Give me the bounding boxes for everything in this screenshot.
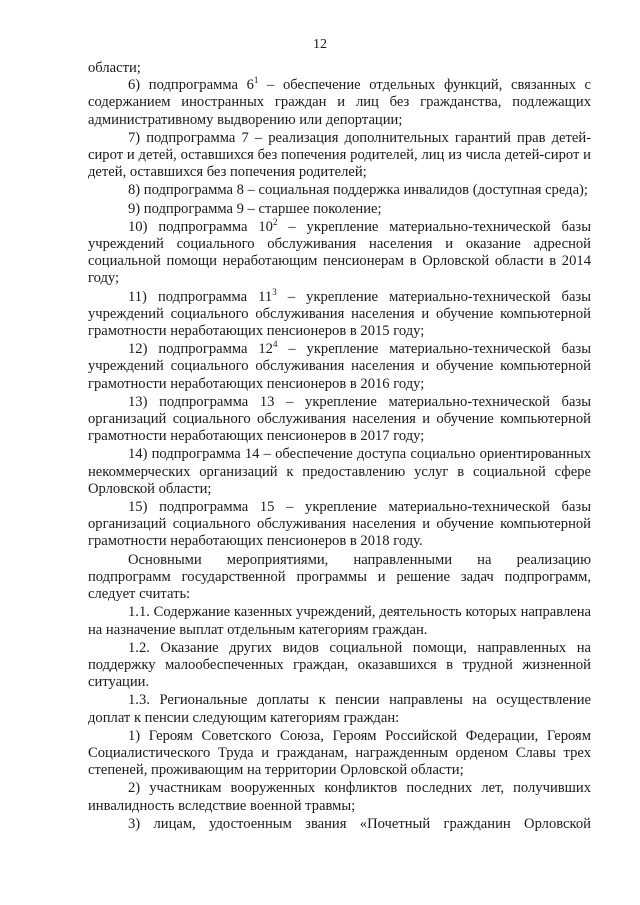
paragraph-text: – обеспечение отдельных функций, связанных с содержанием иностранных граждан и лиц без гражданства, подлежащих административному выдворению или депортации; [88, 77, 591, 128]
paragraph-text: 10) подпрограмма 10 [128, 218, 273, 235]
paragraph-subprogram-7: 7) подпрограмма 7 – реализация дополнительных гарантий прав детей-сирот и детей, оставшихся без попечения родителей, лиц из числа детей-сирот и детей, оставшихся без попечения родителей; [88, 129, 591, 181]
paragraph-subprogram-14: 14) подпрограмма 14 – обеспечение доступа социально ориентированных некоммерческих организаций к предоставлению услуг в социальной сфере Орловской области; [88, 446, 591, 497]
document-body [88, 60, 591, 833]
superscript-index: 1 [253, 75, 259, 86]
superscript-index: 2 [272, 216, 278, 227]
paragraph-subprogram-8: 8) подпрограмма 8 – социальная поддержка инвалидов (доступная среда); [128, 182, 588, 199]
superscript-index: 3 [272, 286, 277, 297]
paragraph-subprogram-12 [88, 341, 591, 393]
paragraph-item-1-3: 1.3. Региональные доплаты к пенсии направлены на осуществление доплат к пенсии следующим категориям граждан: [88, 692, 591, 726]
page-number: 12 [313, 37, 327, 52]
paragraph-subprogram-10 [88, 216, 592, 288]
paragraph-main-activities: Основными мероприятиями, направленными на реализацию подпрограмм государственной программы и решение задач подпрограмм, следует считать: [88, 551, 591, 603]
paragraph-subprogram-9: 9) подпрограмма 9 – старшее поколение; [128, 200, 382, 217]
paragraph-list-item-2: 2) участникам вооруженных конфликтов последних лет, получивших инвалидность вследствие военной травмы; [88, 780, 591, 814]
paragraph-subprogram-13: 13) подпрограмма 13 – укрепление материально-технической базы организаций социального обслуживания населения и обучение компьютерной грамотности неработающих пенсионеров в 2017 году; [88, 393, 591, 445]
paragraph-list-item-3: 3) лицам, удостоенным звания «Почетный гражданин Орловской [128, 815, 591, 832]
paragraph-subprogram-6 [88, 77, 591, 129]
paragraph-text: – укрепление материально-технической базы учреждений социального обслуживания населения и обучение компьютерной грамотности неработающих пенсионеров в 2015 году; [88, 288, 592, 340]
paragraph-text: 12) подпрограмма 12 [128, 341, 273, 358]
paragraph-text: – укрепление материально-технической базы учреждений социального обслуживания населения и обучение компьютерной грамотности неработающих пенсионеров в 2016 году; [88, 341, 592, 392]
paragraph-list-item-1: 1) Героям Советского Союза, Героям Российской Федерации, Героям Социалистического Труда и гражданам, награжденным орденом Славы трех степеней, проживающим на территории Орловской области; [88, 727, 591, 779]
paragraph-text: – укрепление материально-технической базы учреждений социального обслуживания населения и оказание адресной социальной помощи неработающим пенсионерам в Орловской области в 2014 году; [88, 218, 592, 287]
paragraph-text: 6) подпрограмма 6 [128, 77, 254, 94]
paragraph-subprogram-15: 15) подпрограмма 15 – укрепление материально-технической базы организаций социального обслуживания населения и обучение компьютерной грамотности неработающих пенсионеров в 2018 году. [88, 499, 591, 550]
paragraph-item-1-2: 1.2. Оказание других видов социальной помощи, направленных на поддержку малообеспеченных граждан, оказавшихся в трудной жизненной ситуации. [88, 639, 591, 691]
superscript-index: 4 [272, 339, 278, 350]
paragraph-text: 11) подпрограмма 11 [128, 288, 273, 305]
paragraph-item-1-1: 1.1. Содержание казенных учреждений, деятельность которых направлена на назначение выплат отдельным категориям граждан. [88, 604, 591, 638]
paragraph-oblasti: области; [88, 60, 141, 76]
paragraph-subprogram-11 [88, 286, 592, 341]
